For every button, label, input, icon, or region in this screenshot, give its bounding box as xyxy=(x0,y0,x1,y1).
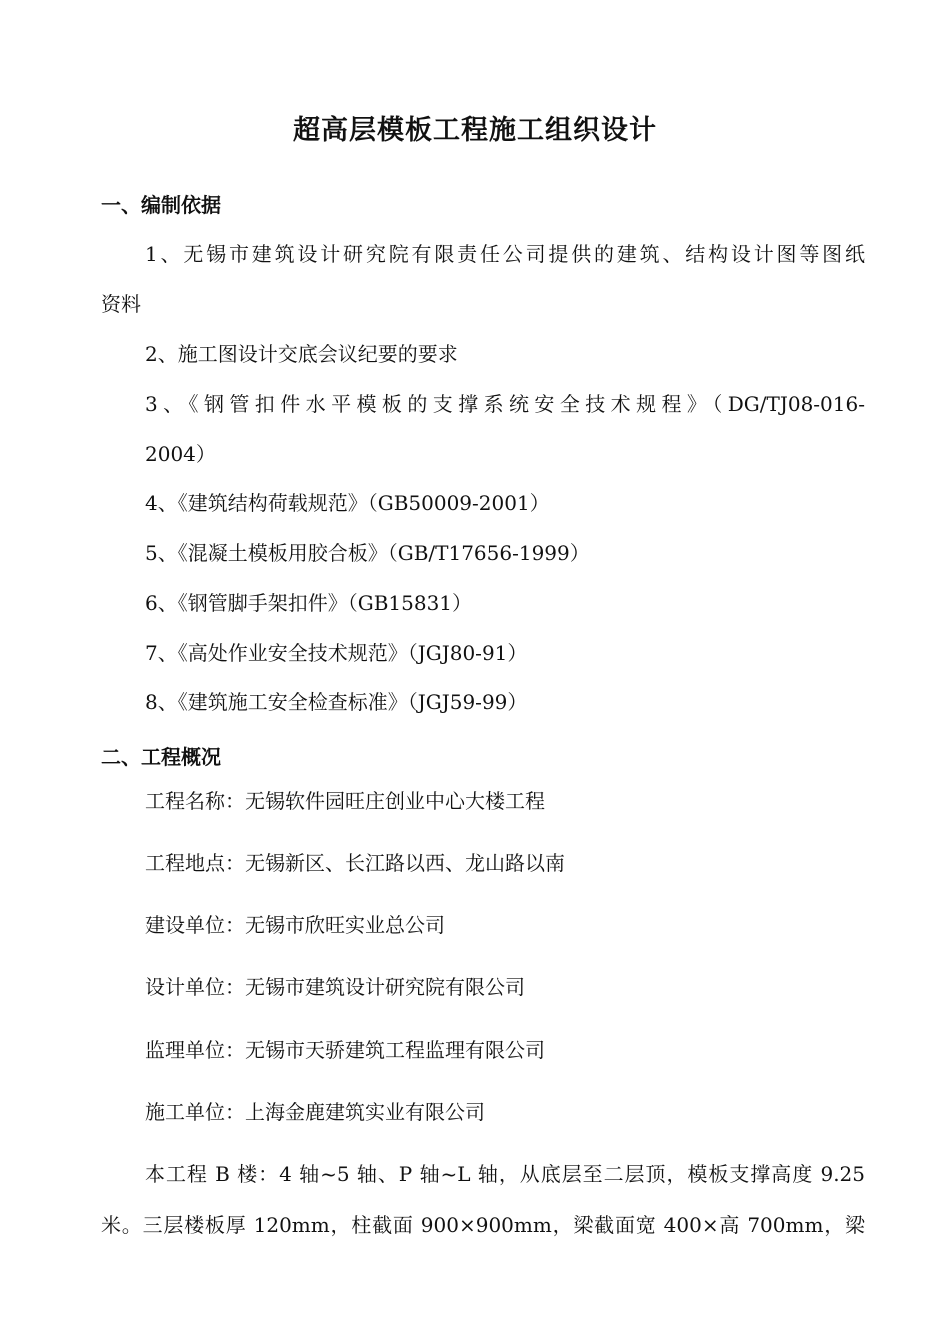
basis-item-5: 5、《混凝土模板用胶合板》（GB/T17656-1999） xyxy=(145,541,590,565)
basis-item-3-line-2: 2004） xyxy=(145,442,216,466)
basis-item-8: 8、《建筑施工安全检查标准》（JGJ59-99） xyxy=(145,690,528,714)
section-heading-overview: 二、工程概况 xyxy=(101,745,221,769)
basis-item-3-line-1: 3、《钢管扣件水平模板的支撑系统安全技术规程》（DG/TJ08-016- xyxy=(145,392,865,416)
project-name: 工程名称：无锡软件园旺庄创业中心大楼工程 xyxy=(145,789,545,813)
section-heading-basis: 一、编制依据 xyxy=(101,193,221,217)
supervision-unit: 监理单位：无锡市天骄建筑工程监理有限公司 xyxy=(145,1038,545,1062)
construction-unit: 施工单位：上海金鹿建筑实业有限公司 xyxy=(145,1100,485,1124)
basis-item-1-line-2: 资料 xyxy=(101,292,141,316)
basis-item-4: 4、《建筑结构荷载规范》（GB50009-2001） xyxy=(145,491,550,515)
description-line-1: 本工程 B 楼：4 轴~5 轴、P 轴~L 轴，从底层至二层顶，模板支撑高度 9.25 xyxy=(145,1162,865,1186)
document-title: 超高层模板工程施工组织设计 xyxy=(293,115,657,146)
design-unit: 设计单位：无锡市建筑设计研究院有限公司 xyxy=(145,975,525,999)
basis-item-6: 6、《钢管脚手架扣件》（GB15831） xyxy=(145,591,473,615)
description-line-2: 米。三层楼板厚 120mm，柱截面 900×900mm，梁截面宽 400×高 700mm，梁 xyxy=(101,1213,865,1237)
project-location: 工程地点：无锡新区、长江路以西、龙山路以南 xyxy=(145,851,565,875)
basis-item-1-line-1: 1、无锡市建筑设计研究院有限责任公司提供的建筑、结构设计图等图纸 xyxy=(145,242,865,266)
basis-item-7: 7、《高处作业安全技术规范》（JGJ80-91） xyxy=(145,641,528,665)
owner-unit: 建设单位：无锡市欣旺实业总公司 xyxy=(145,913,445,937)
basis-item-2: 2、施工图设计交底会议纪要的要求 xyxy=(145,342,458,366)
